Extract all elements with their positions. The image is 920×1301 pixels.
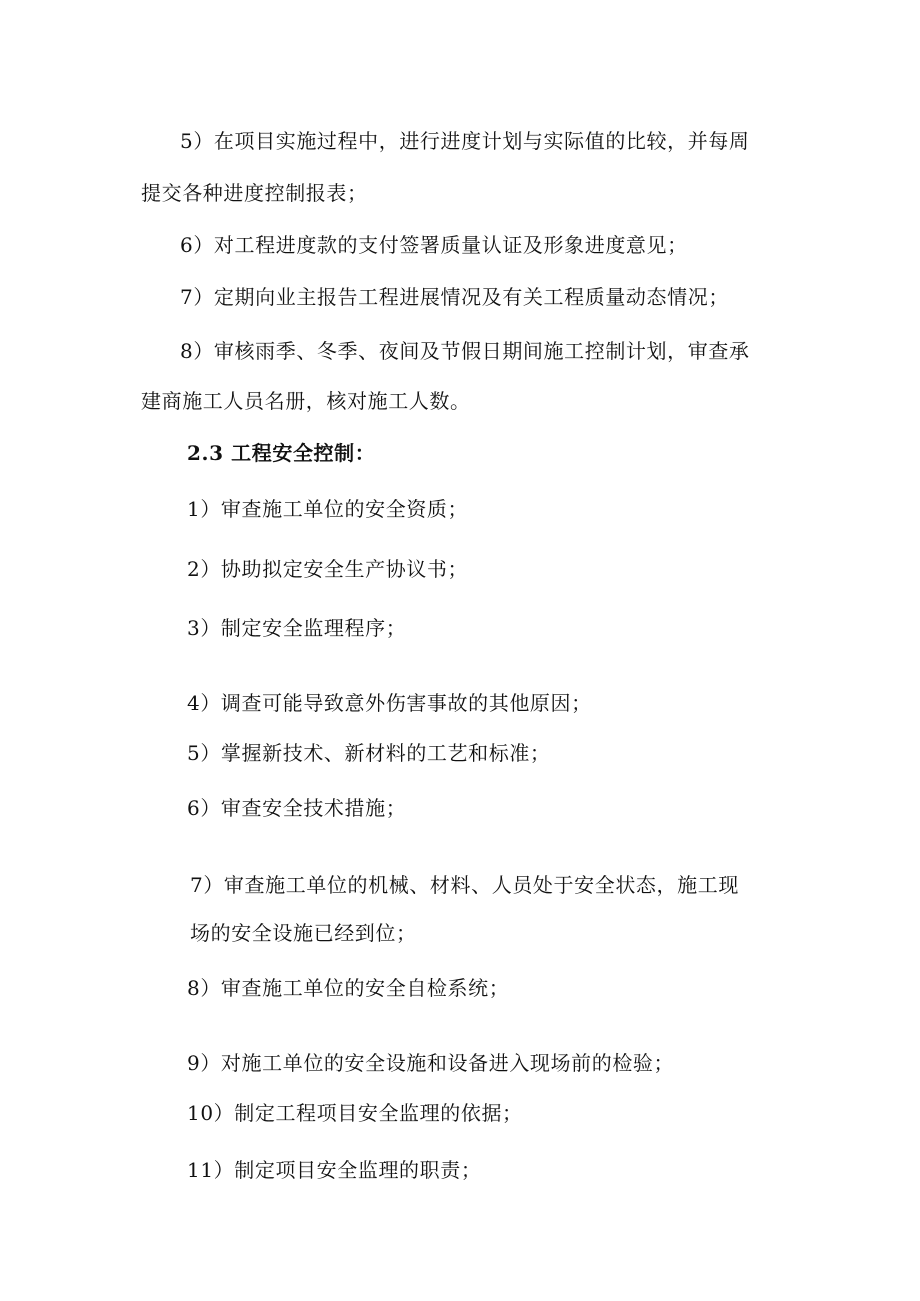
section-heading: 2.3 工程安全控制：	[187, 441, 376, 465]
text-line: 4）调查可能导致意外伤害事故的其他原因；	[187, 691, 592, 715]
text-line: 6）审查安全技术措施；	[187, 796, 407, 820]
text-line: 建商施工人员名册，核对施工人数。	[141, 389, 471, 413]
text-line: 11）制定项目安全监理的职责；	[187, 1158, 482, 1182]
text-line: 提交各种进度控制报表；	[141, 181, 368, 205]
text-line: 6）对工程进度款的支付签署质量认证及形象进度意见；	[180, 233, 688, 257]
text-line: 8）审查施工单位的安全自检系统；	[187, 976, 510, 1000]
text-line: 8）审核雨季、冬季、夜间及节假日期间施工控制计划，审查承	[180, 339, 750, 363]
text-line: 7）定期向业主报告工程进展情况及有关工程质量动态情况；	[180, 285, 729, 309]
text-line: 2）协助拟定安全生产协议书；	[187, 557, 469, 581]
text-line: 1）审查施工单位的安全资质；	[187, 497, 469, 521]
text-line: 5）在项目实施过程中，进行进度计划与实际值的比较，并每周	[180, 129, 750, 153]
text-line: 9）对施工单位的安全设施和设备进入现场前的检验；	[187, 1051, 675, 1075]
text-line: 场的安全设施已经到位；	[190, 921, 417, 945]
text-line: 3）制定安全监理程序；	[187, 616, 407, 640]
text-line: 7）审查施工单位的机械、材料、人员处于安全状态，施工现	[190, 873, 739, 897]
text-line: 5）掌握新技术、新材料的工艺和标准；	[187, 741, 551, 765]
text-line: 10）制定工程项目安全监理的依据；	[187, 1101, 523, 1125]
